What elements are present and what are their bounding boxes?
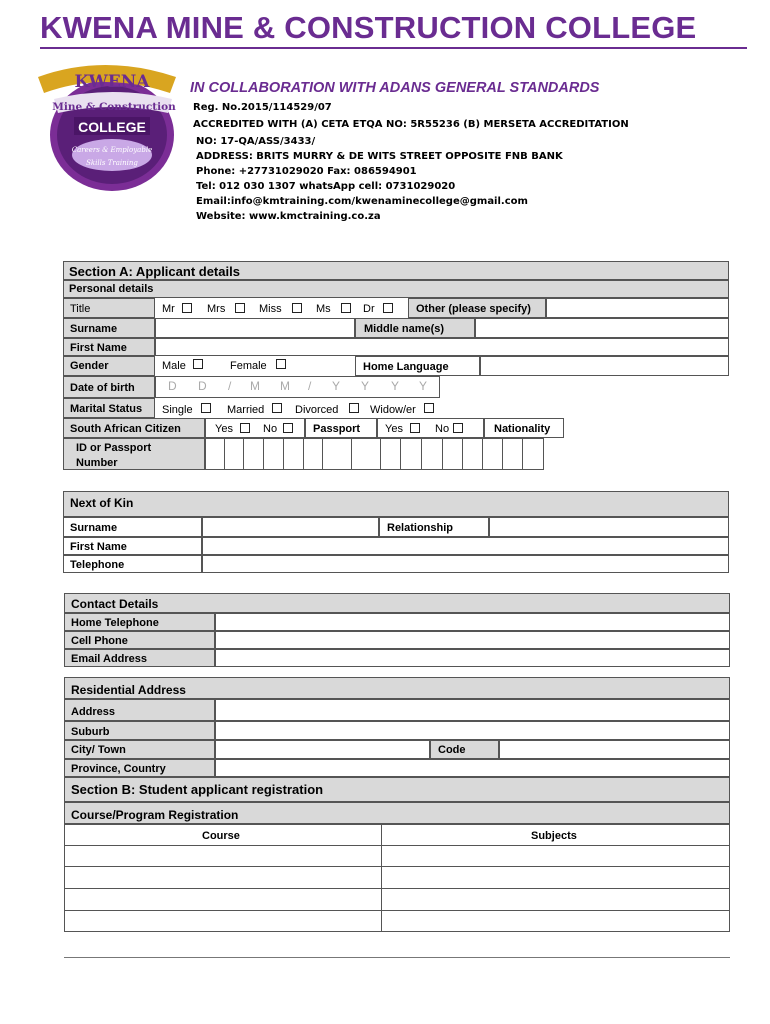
section-a-title: Section A: Applicant details [69,264,240,279]
title-underline [40,47,747,49]
other-title-cell[interactable] [408,298,546,318]
kin-first-name-input[interactable] [202,537,729,555]
dob-sep-2: / [308,379,312,393]
home-language-label-cell [355,356,480,376]
next-of-kin-title: Next of Kin [70,496,134,510]
footer-rule [64,957,730,958]
personal-details-label: Personal details [69,283,154,295]
kin-telephone-label-cell [63,555,202,573]
course-cell-4[interactable] [65,911,381,931]
code-label-cell [430,740,499,759]
title-ms-checkbox[interactable] [341,303,351,313]
dob-month-1: M [250,379,260,393]
subjects-cell-4[interactable] [382,911,729,931]
dob-day-2: D [198,379,207,393]
title-mrs-label: Mrs [207,303,226,315]
passport-no-label: No [435,423,450,435]
passport-no-checkbox[interactable] [453,423,463,433]
subjects-cell-3[interactable] [382,889,729,910]
title-mr-checkbox[interactable] [182,303,192,313]
code-input[interactable] [499,740,730,759]
middle-name-label-cell [355,318,475,338]
suburb-input[interactable] [215,721,730,740]
title-dr-label: Dr [363,303,375,315]
kin-first-name-label: First Name [70,541,127,553]
dob-year-4: Y [419,379,428,393]
email-label-cell [64,649,215,667]
dob-label-cell [63,376,155,398]
collaboration-line: IN COLLABORATION WITH ADANS GENERAL STANDARDS [190,80,600,96]
first-name-label-cell [63,338,155,356]
city-input[interactable] [215,740,430,759]
section-a-header [63,261,729,280]
course-cell-3[interactable] [65,889,381,910]
dob-input[interactable] [155,376,440,398]
middle-name-label: Middle name(s) [364,323,445,335]
kin-relationship-label-cell [379,517,489,537]
dob-sep-1: / [228,379,232,393]
province-label-cell [64,759,215,777]
accreditation-line: ACCREDITED WITH (A) CETA ETQA NO: 5R55236 (B) MERSETA ACCREDITATION [193,119,629,130]
gender-female-label: Female [230,360,267,372]
other-title-input[interactable] [546,298,729,318]
subjects-cell-1[interactable] [382,846,729,866]
title-mrs-checkbox[interactable] [235,303,245,313]
gender-female-checkbox[interactable] [276,359,286,369]
title-mr-label: Mr [162,303,175,315]
suburb-label: Suburb [71,726,110,738]
personal-details-header [63,280,729,298]
id-label-line-1: ID or Passport [76,442,152,454]
nationality-label: Nationality [494,423,551,435]
passport-options [377,418,484,438]
suburb-label-cell [64,721,215,740]
kin-first-name-label-cell [63,537,202,555]
dob-label: Date of birth [70,382,135,394]
sa-yes-label: Yes [215,423,233,435]
passport-yes-checkbox[interactable] [410,423,420,433]
subjects-column-header: Subjects [531,830,577,842]
sa-no-checkbox[interactable] [283,423,293,433]
contact-details-title: Contact Details [71,597,159,611]
title-label: Title [70,303,91,315]
marital-single-checkbox[interactable] [201,403,211,413]
home-language-input[interactable] [480,356,729,376]
kin-telephone-label: Telephone [70,559,125,571]
residential-address-title: Residential Address [71,683,186,697]
first-name-label: First Name [70,342,127,354]
city-label: City/ Town [71,744,126,756]
marital-widow-label: Widow/er [370,404,416,416]
address-line: ADDRESS: BRITS MURRY & DE WITS STREET OPPOSITE FNB BANK [196,151,563,162]
passport-label: Passport [313,423,361,435]
section-b-header [64,777,730,802]
email-label: Email Address [71,653,148,665]
dob-year-1: Y [332,379,341,393]
nationality-label-cell [484,418,564,438]
title-miss-checkbox[interactable] [292,303,302,313]
marital-label: Marital Status [70,403,143,415]
kin-relationship-input[interactable] [489,517,729,537]
kin-surname-input[interactable] [202,517,379,537]
marital-single-label: Single [162,404,193,416]
sa-yes-checkbox[interactable] [240,423,250,433]
reg-number: Reg. No.2015/114529/07 [193,102,332,113]
dob-day-1: D [168,379,177,393]
kin-telephone-input[interactable] [202,555,729,573]
dob-month-2: M [280,379,290,393]
home-telephone-input[interactable] [215,613,730,631]
email-line: Email:info@kmtraining.com/kwenaminecollege@gmail.com [196,196,528,207]
sa-citizen-label-cell [63,418,205,438]
id-label-cell [63,438,205,470]
marital-widow-checkbox[interactable] [424,403,434,413]
province-input[interactable] [215,759,730,777]
passport-yes-label: Yes [385,423,403,435]
home-telephone-label-cell [64,613,215,631]
title-dr-checkbox[interactable] [383,303,393,313]
marital-married-label: Married [227,404,265,416]
cell-phone-label: Cell Phone [71,635,128,647]
course-registration-header [64,802,730,824]
home-language-label: Home Language [363,361,449,373]
gender-label-cell [63,356,155,376]
id-number-input[interactable] [205,438,544,470]
surname-input[interactable] [155,318,355,338]
logo-name-text: COLLEGE [78,119,146,135]
surname-label: Surname [70,323,118,335]
middle-name-input[interactable] [475,318,729,338]
kin-relationship-label: Relationship [387,522,454,534]
cell-phone-input[interactable] [215,631,730,649]
logo-top-text: KWENA [74,72,150,92]
id-label-line-2: Number [76,457,118,469]
passport-label-cell [305,418,377,438]
subjects-cell-2[interactable] [382,867,729,888]
cell-phone-label-cell [64,631,215,649]
logo-tag2: Skills Training [86,159,138,167]
other-title-label: Other (please specify) [416,303,531,315]
logo-mid-text: Mine & Construction [52,101,176,113]
first-name-input[interactable] [155,338,729,356]
title-miss-label: Miss [259,303,282,315]
course-registration-title: Course/Program Registration [71,808,239,822]
gender-male-checkbox[interactable] [193,359,203,369]
accreditation-number: NO: 17-QA/ASS/3433/ [196,136,316,147]
home-telephone-label: Home Telephone [71,617,159,629]
address-input[interactable] [215,699,730,721]
course-cell-2[interactable] [65,867,381,888]
residential-address-header [64,677,730,699]
kin-surname-label: Surname [70,522,118,534]
surname-label-cell [63,318,155,338]
kin-surname-label-cell [63,517,202,537]
phone-line: Phone: +27731029020 Fax: 086594901 [196,166,417,177]
course-column-header: Course [202,830,240,842]
next-of-kin-header [63,491,729,517]
course-cell-1[interactable] [65,846,381,866]
address-label-cell [64,699,215,721]
marital-label-cell [63,398,155,418]
province-label: Province, Country [71,763,166,775]
gender-label: Gender [70,360,109,372]
marital-divorced-label: Divorced [295,404,339,416]
sa-no-label: No [263,423,278,435]
marital-divorced-checkbox[interactable] [349,403,359,413]
gender-male-label: Male [162,360,186,372]
sa-citizen-label: South African Citizen [70,423,181,435]
section-b-title: Section B: Student applicant registration [71,782,324,797]
code-label: Code [438,744,466,756]
city-label-cell [64,740,215,759]
logo-tag1: Careers & Employable [71,146,153,154]
email-input[interactable] [215,649,730,667]
website-line: Website: www.kmctraining.co.za [196,211,381,222]
dob-year-3: Y [391,379,400,393]
address-label: Address [71,706,116,718]
title-label-cell [63,298,155,318]
college-logo [34,55,184,195]
contact-details-header [64,593,730,613]
marital-married-checkbox[interactable] [272,403,282,413]
dob-year-2: Y [361,379,370,393]
title-ms-label: Ms [316,303,331,315]
tel-line: Tel: 012 030 1307 whatsApp cell: 0731029020 [196,181,456,192]
college-title: KWENA MINE & CONSTRUCTION COLLEGE [40,10,697,45]
